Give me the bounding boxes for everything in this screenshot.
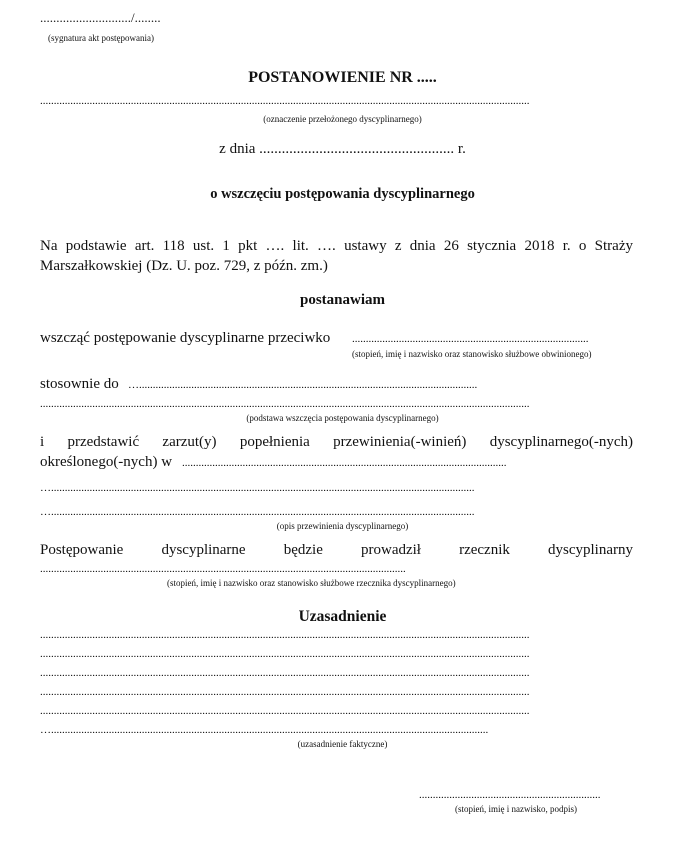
pursuant-caption: (podstawa wszczęcia postępowania dyscyplinarnego): [246, 413, 439, 423]
justification-heading: Uzasadnienie: [298, 608, 387, 625]
officer-caption: (stopień, imię i nazwisko oraz stanowisko służbowe rzecznika dyscyplinarnego): [167, 578, 456, 588]
accused-field-line[interactable]: ......................................................................................: [352, 333, 589, 345]
charge-field-line-3[interactable]: …..........................................................................................................................................................: [40, 506, 475, 518]
officer-field-line[interactable]: .....................................................................................................................................: [40, 563, 406, 575]
document-title: POSTANOWIENIE NR .....: [248, 69, 437, 86]
justification-line[interactable]: ..................................................................................................................................................................................: [40, 629, 530, 641]
charge-field-line-2[interactable]: …..........................................................................................................................................................: [40, 482, 475, 494]
case-reference-line: ............................/........: [40, 10, 161, 25]
pursuant-field-line[interactable]: …...........................................................................................................................: [128, 379, 478, 391]
justification-line[interactable]: ..................................................................................................................................................................................: [40, 705, 530, 717]
justification-line[interactable]: ..................................................................................................................................................................................: [40, 648, 530, 660]
initiate-label: wszcząć postępowanie dyscyplinarne przeciwko: [40, 330, 331, 346]
legal-basis-line-2: Marszałkowskiej (Dz. U. poz. 729, z późn. zm.): [40, 258, 328, 274]
pursuant-field-line-2[interactable]: ..................................................................................................................................................................................: [40, 398, 530, 410]
justification-line[interactable]: ..................................................................................................................................................................................: [40, 667, 530, 679]
charge-line-1: i przedstawić zarzut(y) popełnienia przewinienia(-winień) dyscyplinarnego(-nych): [40, 434, 633, 450]
signature-caption: (stopień, imię i nazwisko, podpis): [455, 804, 577, 814]
superior-field-line[interactable]: ..................................................................................................................................................................................: [40, 95, 530, 107]
justification-caption: (uzasadnienie faktyczne): [297, 739, 388, 749]
signature-line[interactable]: ..................................................................: [419, 789, 601, 801]
decision-heading: postanawiam: [299, 292, 385, 308]
charge-caption: (opis przewinienia dyscyplinarnego): [276, 521, 409, 531]
charge-field-line-1[interactable]: ......................................................................................................................: [182, 457, 507, 469]
charge-line-2-label: określonego(-nych) w: [40, 454, 173, 470]
justification-line[interactable]: ..................................................................................................................................................................................: [40, 686, 530, 698]
date-line[interactable]: z dnia .................................................... r.: [219, 141, 466, 157]
superior-caption: (oznaczenie przełożonego dyscyplinarnego): [263, 114, 422, 124]
justification-line[interactable]: …...............................................................................................................................................................: [40, 724, 489, 736]
officer-line: Postępowanie dyscyplinarne będzie prowadził rzecznik dyscyplinarny: [40, 542, 633, 558]
accused-caption: (stopień, imię i nazwisko oraz stanowisko służbowe obwinionego): [352, 349, 592, 359]
pursuant-label: stosownie do: [40, 376, 119, 392]
document-subject: o wszczęciu postępowania dyscyplinarnego: [210, 186, 475, 202]
case-reference-caption: (sygnatura akt postępowania): [48, 33, 154, 43]
legal-basis-line-1: Na podstawie art. 118 ust. 1 pkt …. lit. …. ustawy z dnia 26 stycznia 2018 r. o Straży: [40, 238, 633, 254]
